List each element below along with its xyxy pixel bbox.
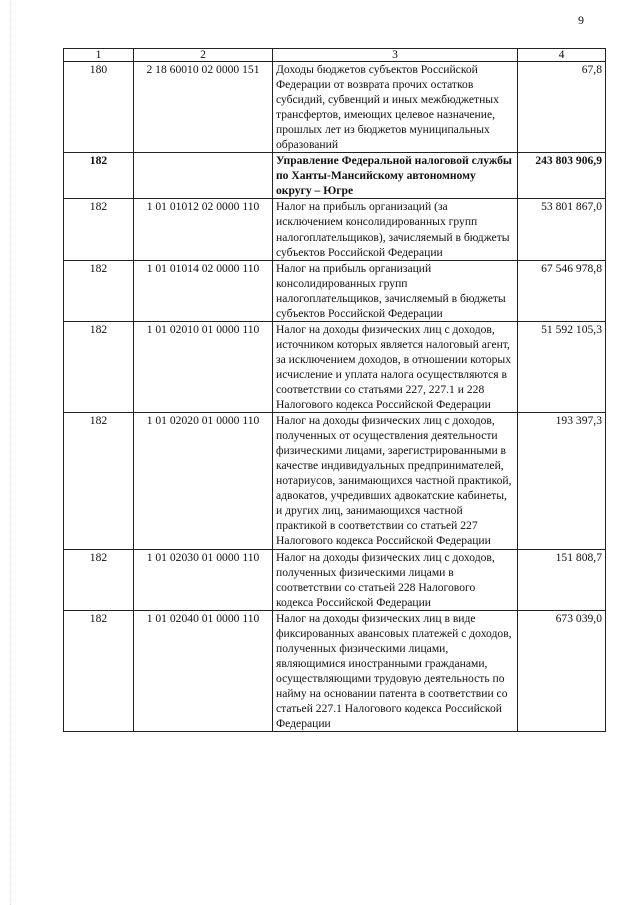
revenue-name-cell: Налог на прибыль организаций консолидированных групп налогоплательщиков, зачисляемый в бюджеты субъектов Российской Федерации [273,260,518,321]
header-col-1: 1 [64,49,134,62]
table-row [64,321,606,412]
table-row [64,62,606,153]
header-col-4: 4 [518,49,606,62]
amount-cell: 243 803 906,9 [518,153,606,199]
admin-code-cell: 182 [64,321,134,412]
table-row [64,413,606,549]
amount-cell: 67,8 [518,62,606,153]
budget-code-cell: 1 01 02020 01 0000 110 [134,413,273,549]
revenue-name-cell: Налог на доходы физических лиц с доходов, источником которых является налоговый агент, за исключением доходов, в отношении которых исчисление и уплата налога осуществляются в соответствии со статьями 227, 227.1 и 228 Налогового кодекса Российской Федерации [273,321,518,412]
budget-code-cell: 1 01 02040 01 0000 110 [134,610,273,731]
table-row [64,153,606,199]
revenue-name-cell: Налог на доходы физических лиц с доходов, полученных от осуществления деятельности физическими лицами, зарегистрированными в качестве индивидуальных предпринимателей, нотариусов, занимающихся частной практикой, адвокатов, учредивших адвокатские кабинеты, и других лиц, занимающихся частной практикой в соответствии со статьей 227 Налогового кодекса Российской Федерации [273,413,518,549]
revenue-name-cell: Налог на доходы физических лиц в виде фиксированных авансовых платежей с доходов, полученных физическими лицами, являющимися иностранными гражданами, осуществляющими трудовую деятельность по найму на основании патента в соответствии со статьей 227.1 Налогового кодекса Российской Федерации [273,610,518,731]
table-row [64,549,606,610]
amount-cell: 67 546 978,8 [518,260,606,321]
revenue-table [63,48,606,732]
admin-code-cell: 182 [64,260,134,321]
page-number: 9 [578,13,584,27]
admin-code-cell: 182 [64,199,134,260]
revenue-name-cell: Налог на доходы физических лиц с доходов, полученных физическими лицами в соответствии со статьей 228 Налогового кодекса Российской Федерации [273,549,518,610]
budget-code-cell: 1 01 02030 01 0000 110 [134,549,273,610]
revenue-name-cell: Налог на прибыль организаций (за исключением консолидированных групп налогоплательщиков), зачисляемый в бюджеты субъектов Российской Федерации [273,199,518,260]
budget-code-cell: 1 01 01014 02 0000 110 [134,260,273,321]
table-row [64,610,606,731]
header-col-3: 3 [273,49,518,62]
budget-code-cell: 2 18 60010 02 0000 151 [134,62,273,153]
budget-code-cell: 1 01 02010 01 0000 110 [134,321,273,412]
amount-cell: 673 039,0 [518,610,606,731]
amount-cell: 53 801 867,0 [518,199,606,260]
amount-cell: 51 592 105,3 [518,321,606,412]
table-row [64,260,606,321]
admin-code-cell: 180 [64,62,134,153]
amount-cell: 151 808,7 [518,549,606,610]
admin-code-cell: 182 [64,153,134,199]
table-header-row [64,49,606,62]
table-row [64,199,606,260]
revenue-name-cell: Управление Федеральной налоговой службы по Ханты-Мансийскому автономному округу – Югре [273,153,518,199]
revenue-name-cell: Доходы бюджетов субъектов Российской Федерации от возврата прочих остатков субсидий, субвенций и иных межбюджетных трансфертов, имеющих целевое назначение, прошлых лет из бюджетов муниципальных образований [273,62,518,153]
header-col-2: 2 [134,49,273,62]
admin-code-cell: 182 [64,610,134,731]
admin-code-cell: 182 [64,413,134,549]
amount-cell: 193 397,3 [518,413,606,549]
admin-code-cell: 182 [64,549,134,610]
budget-code-cell: 1 01 01012 02 0000 110 [134,199,273,260]
budget-code-cell [134,153,273,199]
scan-edge [0,0,11,905]
